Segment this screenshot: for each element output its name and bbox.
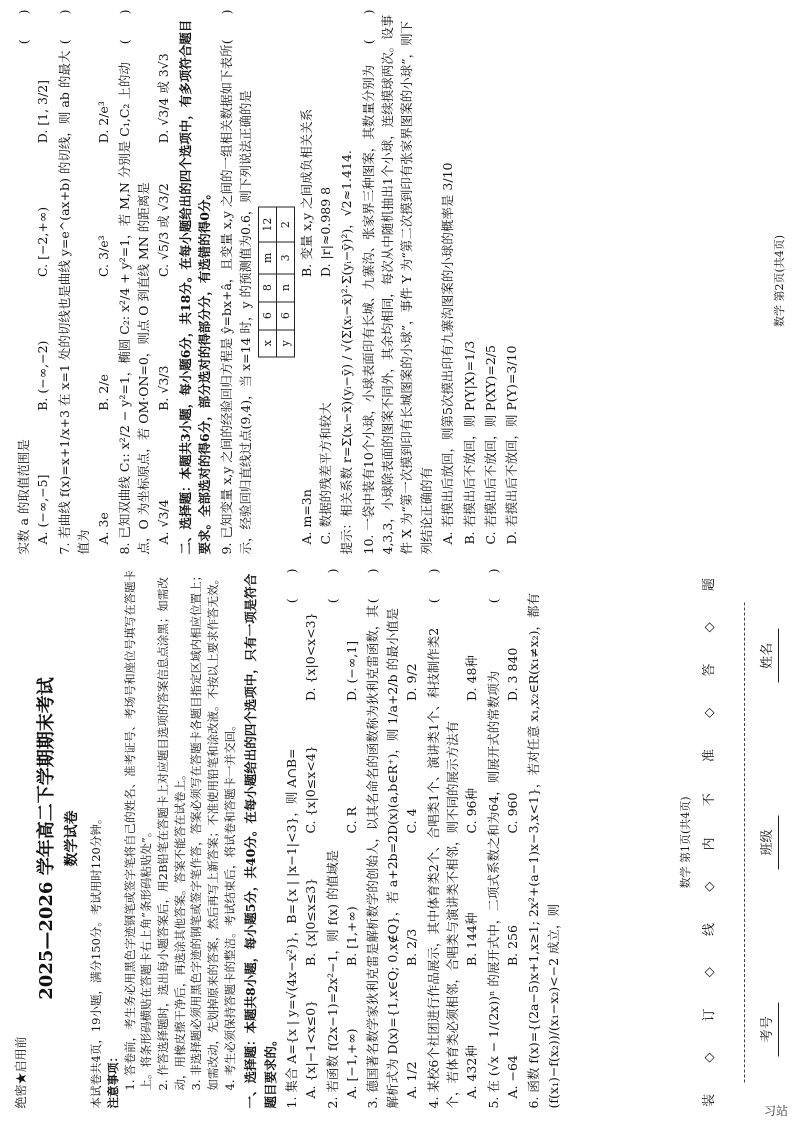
question-5: ( ) 5. 在 (√x − 1/(2x))ⁿ 的展开式中，二项式系数之和为64，则展开式的常数项为 — [485, 568, 501, 1109]
question-10-option: A. 若摸出后放回，则第5次摸出印有九寨沟图案的小球的概率是 3/10 — [440, 162, 456, 545]
question-10-option: D. 若摸出后不放回，则 P(Y)=3/10 — [504, 345, 520, 545]
question-4-options: A. 432种 B. 144种 C. 96种 D. 48种 — [464, 655, 480, 1099]
binding-dashed-line — [744, 603, 745, 1083]
exam-page-1 — [0, 563, 794, 1123]
student-info-fields — [758, 563, 779, 1123]
page-1-content — [12, 569, 692, 1109]
question-8: ( ) 8. 已知双曲线 C₁: x²/2 − y²=1，椭圆 C₂: x²/4 + y²=1，若 M,N 分别是 C₁,C₂ 上的动点，O 为坐标原点，若 OM·ON=0，则点 O 到直线 MN 的距离是 — [116, 9, 152, 555]
confidential-mark: 绝密★启用前 — [14, 1036, 28, 1109]
question-7: ( ) 7. 若曲线 f(x)=x+1/x+3 在 x=1 处的切线也是曲线 y=e^(ax+b) 的切线，则 ab 的最大值为 — [56, 9, 92, 555]
note-item: 3. 非选择题必须用黑色字迹的钢笔或签字笔作答，答案必须写在答题卡各题目指定区域内相应位置上；如需改动，先划掉原来的答案，然后再写上新答案；不准使用铅笔和涂改液。不按以上要求作答无效。 — [189, 569, 220, 1091]
data-table — [258, 207, 295, 358]
question-1: ( ) 1. 集合 A={x | y=√(4x−x²)}，B={x | |x−1|<3}，则 A∩B= — [283, 568, 299, 1109]
question-10: ( ) 10. 一袋中装有10个小球，小球表面印有长城、九寨沟、张家界三种图案，其数量分别为4,3,3，小球除表面的图案不同外，其余均相同，每次从中随机抽出1个小球，连续摸球两次。设事件 X 为“第一次摸到印有长城图案的小球”，事件 Y 为“第二次摸到印有张家界图案的小球”，则下列结论正确的有 — [360, 9, 434, 555]
page-2-content — [12, 10, 772, 555]
question-6: 6. 函数 f(x)={(2a−5)x+1,x≥1; 2x²+(a−1)x−3,x<1}，若对任意 x₁,x₂∈R(x₁≠x₂)，都有 (f(x₁)−f(x₂))/(x₁−x₂)<−2 成立，则 — [526, 592, 561, 1109]
question-2: ( ) 2. 若函数 f(2x−1)=2x²−1，则 f(x) 的值域是 — [324, 568, 340, 1109]
note-item: 2. 作答选择题时，选出每小题答案后，用2B铅笔在答题卡上对应题目选项的答案信息点涂黑；如需改动，用橡皮擦干净后，再选涂其他答案。答案不能答在试卷上。 — [155, 577, 187, 1091]
page-2-footer: 数学 第2页(共4页) — [772, 234, 786, 328]
question-3: ( ) 3. 德国著名数学家狄利克雷是解析数学的创始人，以其名命名的函数称为狄利克雷函数，其解析式为 D(x)={1,x∈Q; 0,x∉Q}，若 a+2b=2D(x)(a,b∈R⁺)，则 1/a+2/b 的最小值是 — [365, 568, 400, 1109]
exam-subtitle: 数学试卷 — [64, 810, 81, 867]
notes-heading: 注意事项： — [105, 1051, 120, 1109]
table-row: x 6 8 m 12 — [258, 207, 276, 357]
question-3-options: A. 1/2 B. 2/3 C. 4 D. 9/2 — [404, 663, 420, 1099]
question-4: ( ) 4. 某校6个社团进行作品展示，其中体育类2个、合唱类1个、演讲类1个、科技制作类2个，若体育类必须相邻，合唱类与演讲类不相邻，则不同的展示方法有 — [425, 568, 460, 1109]
page-1-footer: 数学 第1页(共4页) — [678, 796, 692, 889]
question-6-tail: ( ) 实数 a 的取值范围是 — [16, 9, 31, 555]
exam-intro: 本试卷共4页，19小题，满分150分。考试用时120分钟。 — [89, 812, 104, 1109]
section-1-heading: 一、选择题：本题共8小题，每小题5分，共40分。在每小题给出的四个选项中，只有一项是符合题目要求的。 — [243, 573, 278, 1109]
question-9-options-ab: A. m=3n B. 变量 x,y 之间成负相关关系 — [298, 108, 314, 545]
binding-strip — [700, 563, 794, 1123]
watermark-logo: 习站 — [763, 1104, 788, 1118]
exam-title: 2025—2026 学年高二下学期期末考试 — [35, 677, 57, 1000]
question-1-options: A. {x|−1<x≤0} B. {x|0≤x≤3} C. {x|0≤x<4} D. {x|0<x<3} — [303, 612, 319, 1099]
question-9: ( ) 9. 已知变量 x,y 之间的经验回归方程是 ŷ=bx+â，且变量 x,y 之间的一组相关数据如下表所示，经验回归直线过点(9,4)，当 x=14 时，y 的预测值为0.6，则下列说法正确的是 — [218, 9, 254, 555]
table-row: y 6 n 3 2 — [276, 207, 294, 357]
section-2-heading: 二、选择题：本题共3小题，每小题6分，共18分。在每小题给出的四个选项中，有多项符合题目要求。全部选对的得6分，部分选对的得部分分，有选错的得0分。 — [178, 19, 213, 555]
question-7-options: A. 3e B. 2/e C. 3/e³ D. 2/e³ — [95, 101, 111, 545]
question-5-options: A. −64 B. 256 C. 960 D. 3 840 — [505, 647, 521, 1099]
question-9-options-cd: C. 数据的残差平方和较大 D. |r|≈0.989 8 — [317, 186, 333, 545]
name-field: 姓名 — [758, 629, 779, 683]
correlation-hint: 提示：相关系数 r=Σ(xᵢ−x̄)(yᵢ−ȳ) / √(Σ(xᵢ−x̄)²·Σ(yᵢ−ȳ)²)，√2≈1.414. — [339, 150, 355, 555]
question-6-options: A. (−∞,−5] B. (−∞,−2) C. [−2,+∞) D. [1, 3/2] — [35, 79, 51, 545]
class-field: 班级 — [758, 816, 779, 870]
note-item: 4. 考生必须保持答题卡的整洁。考试结束后，将试卷和答题卡一并交回。 — [222, 719, 237, 1091]
question-8-options: A. √3/4 B. √3/3 C. √5/3 或 √3/2 D. √3/4 或 3√3 — [155, 53, 171, 545]
question-10-option: C. 若摸出后不放回，则 P(XY)=2/5 — [482, 345, 498, 545]
exam-number-field: 考号 — [758, 1002, 779, 1056]
question-10-option: B. 若摸出后不放回，则 P(Y|X)=1/3 — [461, 340, 477, 545]
note-item: 1. 答卷前，考生务必用黑色字迹钢笔或签字笔将自己的姓名、准考证号、考场号和座位号填写在答题卡上。将条形码横贴在答题卡右上角“条形码粘贴处”。 — [122, 569, 154, 1091]
question-2-options: A. [−1,+∞) B. [1,+∞) C. R D. (−∞,1] — [344, 640, 360, 1099]
binding-labels: 装 ◇ 订 ◇ 线 ◇ 内 不 准 ◇ 答 ◇ 题 — [702, 578, 717, 1107]
